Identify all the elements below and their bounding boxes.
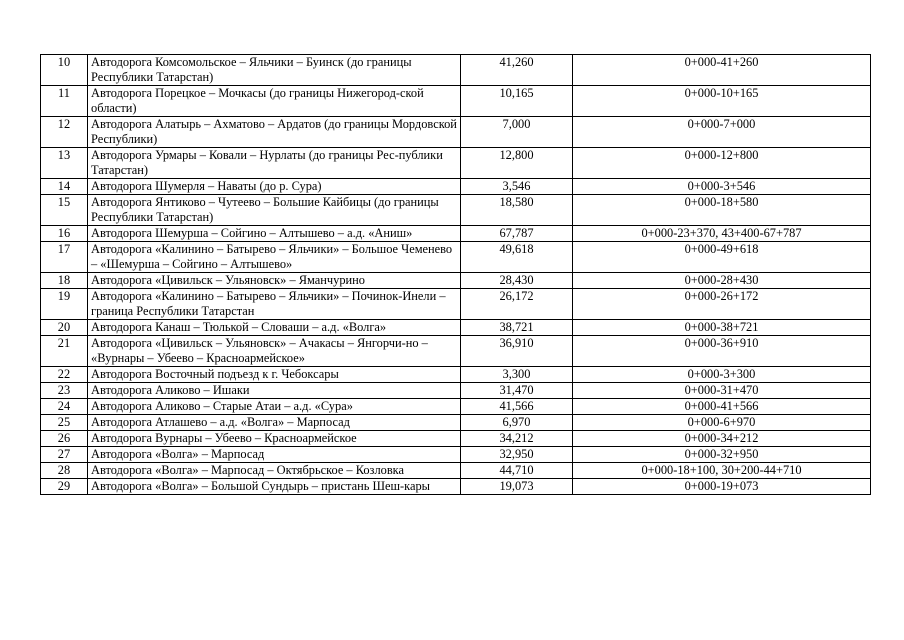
- roads-table: [40, 54, 871, 495]
- road-name: Автодорога «Цивильск – Ульяновск» – Ачакасы – Янгорчи-но – «Вурнары – Убеево – Красноармейское»: [88, 336, 461, 367]
- km-range: 0+000-6+970: [573, 415, 871, 431]
- road-length: 38,721: [461, 320, 573, 336]
- road-length: 34,212: [461, 431, 573, 447]
- road-name: Автодорога «Калинино – Батырево – Яльчики» – Большое Чеменево – «Шемурша – Сойгино – Алтышево»: [88, 242, 461, 273]
- table-row: [41, 179, 871, 195]
- km-range: 0+000-34+212: [573, 431, 871, 447]
- table-row: [41, 86, 871, 117]
- road-name: Автодорога «Волга» – Марпосад – Октябрьское – Козловка: [88, 463, 461, 479]
- row-number: 25: [41, 415, 88, 431]
- table-row: [41, 55, 871, 86]
- km-range: 0+000-18+100, 30+200-44+710: [573, 463, 871, 479]
- road-length: 3,300: [461, 367, 573, 383]
- table-row: [41, 399, 871, 415]
- row-number: 19: [41, 289, 88, 320]
- row-number: 23: [41, 383, 88, 399]
- road-length: 3,546: [461, 179, 573, 195]
- km-range: 0+000-12+800: [573, 148, 871, 179]
- km-range: 0+000-41+566: [573, 399, 871, 415]
- row-number: 29: [41, 479, 88, 495]
- table-row: [41, 479, 871, 495]
- road-length: 32,950: [461, 447, 573, 463]
- row-number: 28: [41, 463, 88, 479]
- km-range: 0+000-26+172: [573, 289, 871, 320]
- row-number: 11: [41, 86, 88, 117]
- km-range: 0+000-18+580: [573, 195, 871, 226]
- roads-table-body: [41, 55, 871, 495]
- road-length: 19,073: [461, 479, 573, 495]
- road-length: 6,970: [461, 415, 573, 431]
- road-length: 31,470: [461, 383, 573, 399]
- row-number: 16: [41, 226, 88, 242]
- km-range: 0+000-10+165: [573, 86, 871, 117]
- road-name: Автодорога Алатырь – Ахматово – Ардатов (до границы Мордовской Республики): [88, 117, 461, 148]
- road-name: Автодорога «Цивильск – Ульяновск» – Яманчурино: [88, 273, 461, 289]
- row-number: 10: [41, 55, 88, 86]
- table-row: [41, 242, 871, 273]
- road-length: 49,618: [461, 242, 573, 273]
- road-name: Автодорога «Волга» – Марпосад: [88, 447, 461, 463]
- road-name: Автодорога Комсомольское – Яльчики – Буинск (до границы Республики Татарстан): [88, 55, 461, 86]
- km-range: 0+000-38+721: [573, 320, 871, 336]
- road-length: 12,800: [461, 148, 573, 179]
- road-length: 26,172: [461, 289, 573, 320]
- table-row: [41, 117, 871, 148]
- table-row: [41, 273, 871, 289]
- km-range: 0+000-31+470: [573, 383, 871, 399]
- road-name: Автодорога Порецкое – Мочкасы (до границы Нижегород-ской области): [88, 86, 461, 117]
- road-length: 36,910: [461, 336, 573, 367]
- table-row: [41, 367, 871, 383]
- km-range: 0+000-41+260: [573, 55, 871, 86]
- km-range: 0+000-3+546: [573, 179, 871, 195]
- row-number: 13: [41, 148, 88, 179]
- road-name: Автодорога Атлашево – а.д. «Волга» – Марпосад: [88, 415, 461, 431]
- km-range: 0+000-28+430: [573, 273, 871, 289]
- km-range: 0+000-3+300: [573, 367, 871, 383]
- table-row: [41, 415, 871, 431]
- road-name: Автодорога Канаш – Тюлькой – Словаши – а.д. «Волга»: [88, 320, 461, 336]
- row-number: 27: [41, 447, 88, 463]
- row-number: 26: [41, 431, 88, 447]
- table-row: [41, 195, 871, 226]
- road-length: 41,566: [461, 399, 573, 415]
- row-number: 20: [41, 320, 88, 336]
- row-number: 21: [41, 336, 88, 367]
- km-range: 0+000-7+000: [573, 117, 871, 148]
- road-name: Автодорога Урмары – Ковали – Нурлаты (до границы Рес-публики Татарстан): [88, 148, 461, 179]
- km-range: 0+000-49+618: [573, 242, 871, 273]
- table-row: [41, 148, 871, 179]
- row-number: 15: [41, 195, 88, 226]
- road-name: Автодорога Аликово – Ишаки: [88, 383, 461, 399]
- row-number: 14: [41, 179, 88, 195]
- row-number: 24: [41, 399, 88, 415]
- table-row: [41, 383, 871, 399]
- row-number: 12: [41, 117, 88, 148]
- road-length: 41,260: [461, 55, 573, 86]
- road-length: 28,430: [461, 273, 573, 289]
- road-name: Автодорога Аликово – Старые Атаи – а.д. «Сура»: [88, 399, 461, 415]
- row-number: 18: [41, 273, 88, 289]
- row-number: 22: [41, 367, 88, 383]
- km-range: 0+000-19+073: [573, 479, 871, 495]
- road-name: Автодорога Вурнары – Убеево – Красноармейское: [88, 431, 461, 447]
- road-name: Автодорога Шемурша – Сойгино – Алтышево – а.д. «Аниш»: [88, 226, 461, 242]
- table-row: [41, 447, 871, 463]
- table-row: [41, 320, 871, 336]
- road-length: 18,580: [461, 195, 573, 226]
- km-range: 0+000-36+910: [573, 336, 871, 367]
- road-name: Автодорога Восточный подъезд к г. Чебоксары: [88, 367, 461, 383]
- road-length: 10,165: [461, 86, 573, 117]
- road-length: 7,000: [461, 117, 573, 148]
- road-name: Автодорога «Калинино – Батырево – Яльчики» – Починок-Инели – граница Республики Татарстан: [88, 289, 461, 320]
- km-range: 0+000-23+370, 43+400-67+787: [573, 226, 871, 242]
- table-row: [41, 431, 871, 447]
- road-name: Автодорога Янтиково – Чутеево – Большие Кайбицы (до границы Республики Татарстан): [88, 195, 461, 226]
- table-row: [41, 336, 871, 367]
- km-range: 0+000-32+950: [573, 447, 871, 463]
- road-length: 67,787: [461, 226, 573, 242]
- table-row: [41, 289, 871, 320]
- road-length: 44,710: [461, 463, 573, 479]
- table-row: [41, 226, 871, 242]
- row-number: 17: [41, 242, 88, 273]
- road-name: Автодорога «Волга» – Большой Сундырь – пристань Шеш-кары: [88, 479, 461, 495]
- road-name: Автодорога Шумерля – Наваты (до р. Сура): [88, 179, 461, 195]
- table-row: [41, 463, 871, 479]
